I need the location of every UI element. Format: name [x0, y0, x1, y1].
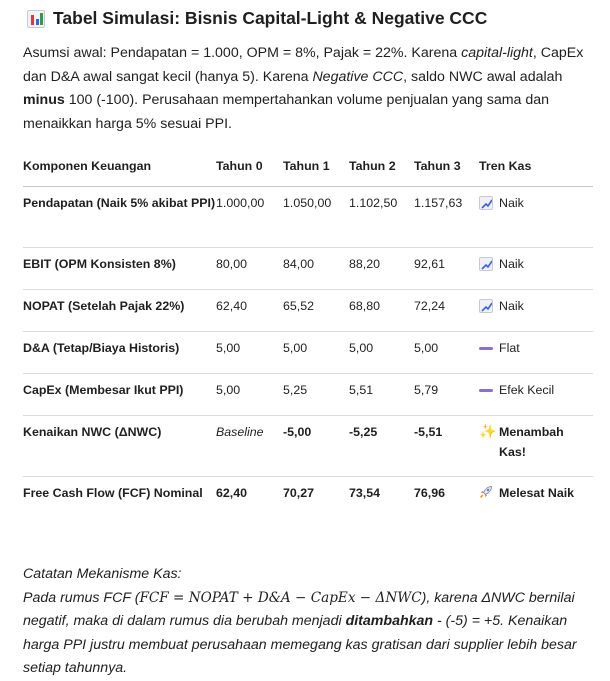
- table-row: [23, 331, 593, 373]
- intro-emphasis: capital-light: [461, 45, 533, 61]
- cell-value: 5,00: [349, 331, 414, 373]
- header-year-1: Tahun 1: [283, 146, 349, 186]
- table-row: [23, 415, 593, 476]
- cell-value: -5,00: [283, 415, 349, 476]
- fcf-formula: FCF = NOPAT + D&A − CapEx − ΔNWC: [139, 589, 422, 606]
- cell-value: 72,24: [414, 289, 479, 331]
- cell-value: -5,25: [349, 415, 414, 476]
- cell-value: 5,00: [283, 331, 349, 373]
- note-body: Pada rumus FCF (FCF = NOPAT + D&A − CapEx − ΔNWC), karena ΔNWC bernilai negatif, maka di dalam rumus dia berubah menjadi ditambahkan - (-5) = +5. Kenaikan harga PPI justru membuat perusahaan memegang kas gratisan dari supplier lebih besar setiap tahunnya.: [23, 589, 577, 676]
- table-row: [23, 247, 593, 289]
- cell-value: 70,27: [283, 485, 315, 500]
- cell-value: 88,20: [349, 247, 414, 289]
- cell-value: 1.102,50: [349, 186, 414, 247]
- cell-value: 5,00: [414, 331, 479, 373]
- chart-up-icon: [479, 299, 493, 313]
- table-row: [23, 186, 593, 247]
- header-year-3: Tahun 3: [414, 146, 479, 186]
- cell-value: 84,00: [283, 247, 349, 289]
- cell-value: 1.050,00: [283, 186, 349, 247]
- header-year-0: Tahun 0: [216, 146, 283, 186]
- intro-emphasis: Negative CCC: [312, 68, 404, 85]
- cell-value: 5,79: [414, 373, 479, 415]
- flat-dash-icon: [479, 341, 493, 355]
- cell-value: 68,80: [349, 289, 414, 331]
- table-row: [23, 289, 593, 331]
- table-row: [23, 476, 593, 537]
- intro-text: , saldo NWC awal adalah: [403, 68, 563, 85]
- cell-trend: Melesat Naik: [479, 476, 593, 537]
- row-component: CapEx (Membesar Ikut PPI): [23, 373, 216, 415]
- row-component: Kenaikan NWC (ΔNWC): [23, 415, 216, 476]
- cell-value: 73,54: [349, 485, 381, 500]
- intro-text: , CapEx dan D&A awal sangat kecil (hanya 5). Karena: [23, 45, 584, 85]
- note-heading: Catatan Mekanisme Kas:: [23, 566, 182, 582]
- sparkle-icon: ✨: [479, 422, 497, 439]
- cell-trend: Naik: [479, 186, 593, 247]
- cell-value: 80,00: [216, 247, 283, 289]
- cell-value: 92,61: [414, 247, 479, 289]
- row-component: EBIT (OPM Konsisten 8%): [23, 247, 216, 289]
- header-component: Komponen Keuangan: [23, 146, 216, 186]
- page-title-text: Tabel Simulasi: Bisnis Capital-Light & Negative CCC: [53, 8, 488, 28]
- cell-value: 5,00: [216, 331, 283, 373]
- row-component: Free Cash Flow (FCF) Nominal: [23, 485, 203, 500]
- cell-trend: Flat: [479, 331, 593, 373]
- cell-trend: Efek Kecil: [479, 373, 593, 415]
- note-strong: ditambahkan: [345, 613, 434, 629]
- header-year-2: Tahun 2: [349, 146, 414, 186]
- intro-strong: minus: [23, 92, 65, 108]
- chart-up-icon: [479, 196, 493, 210]
- cell-value: 62,40: [216, 485, 248, 500]
- row-component: NOPAT (Setelah Pajak 22%): [23, 289, 216, 331]
- cell-trend: Naik: [479, 289, 593, 331]
- intro-text: Asumsi awal: Pendapatan = 1.000, OPM = 8%, Pajak = 22%. Karena: [23, 45, 462, 61]
- row-component: D&A (Tetap/Biaya Historis): [23, 331, 216, 373]
- chart-up-icon: [479, 257, 493, 271]
- flat-dash-icon: [479, 383, 493, 397]
- row-component: Pendapatan (Naik 5% akibat PPI): [23, 186, 216, 247]
- cell-value: -5,51: [414, 415, 479, 476]
- cell-value: 65,52: [283, 289, 349, 331]
- cell-value: Baseline: [216, 415, 283, 476]
- simulation-table: [23, 146, 593, 537]
- cell-trend: ✨ Menambah Kas!: [479, 415, 593, 476]
- mechanism-note: [23, 563, 598, 681]
- cell-value: 5,25: [283, 373, 349, 415]
- table-header-row: [23, 146, 593, 186]
- cell-value: 62,40: [216, 289, 283, 331]
- cell-value: 5,51: [349, 373, 414, 415]
- cell-value: 76,96: [414, 485, 446, 500]
- rocket-icon: [479, 485, 493, 499]
- cell-value: 1.000,00: [216, 186, 283, 247]
- intro-paragraph: [23, 42, 595, 136]
- cell-trend: Naik: [479, 247, 593, 289]
- cell-value: 1.157,63: [414, 186, 479, 247]
- header-trend: Tren Kas: [479, 146, 593, 186]
- bar-chart-icon: [27, 10, 45, 28]
- cell-value: 5,00: [216, 373, 283, 415]
- page-title: [27, 8, 487, 29]
- intro-text: 100 (-100). Perusahaan mempertahankan volume penjualan yang sama dan menaikkan harga 5% sesuai PPI.: [23, 92, 550, 132]
- table-row: [23, 373, 593, 415]
